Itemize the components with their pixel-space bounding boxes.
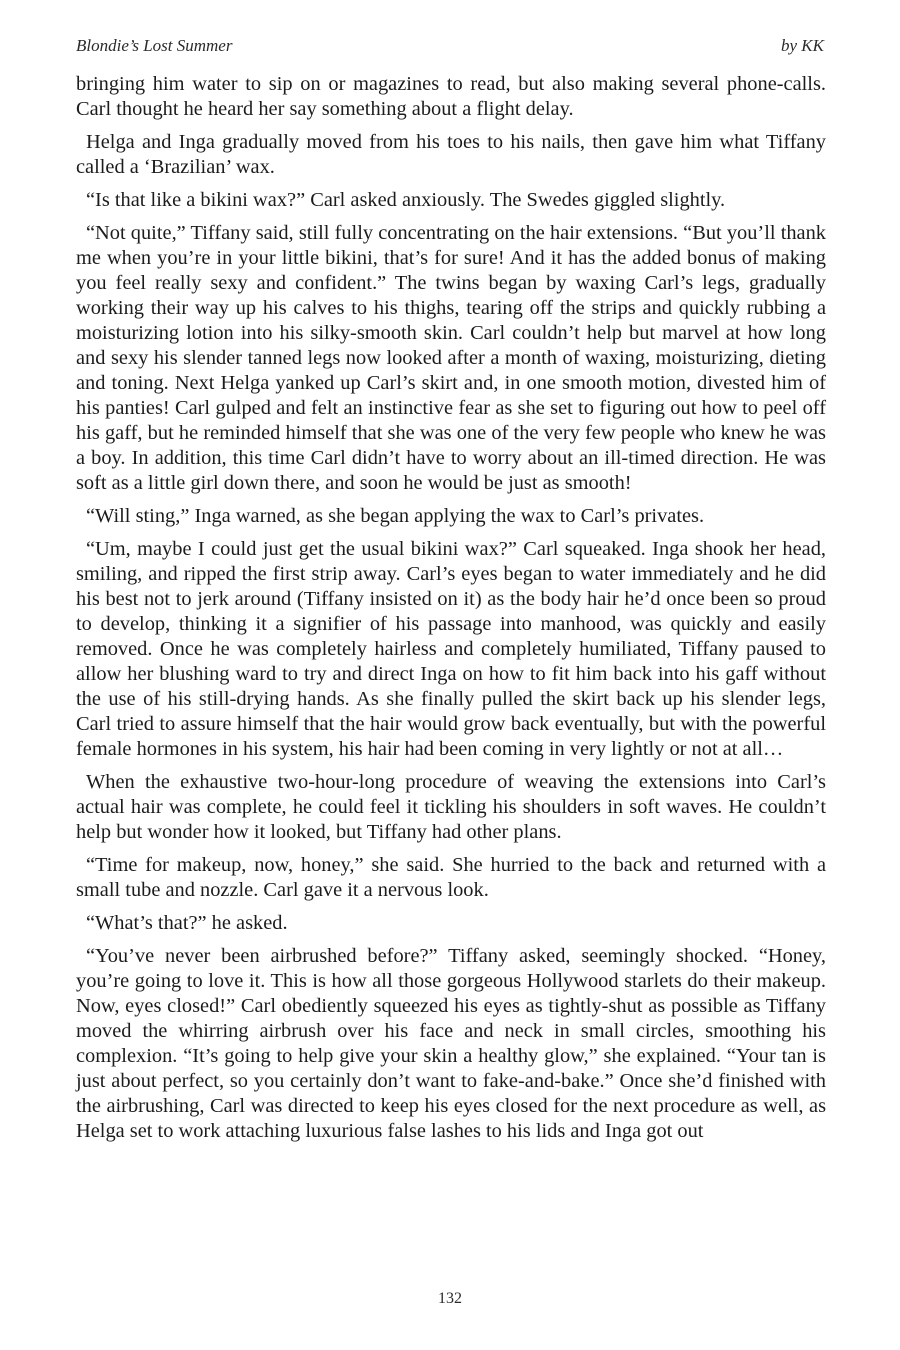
paragraph: “Will sting,” Inga warned, as she began applying the wax to Carl’s privates. [86,505,705,527]
body-text [76,72,826,1152]
running-head [76,36,824,60]
paragraph: “Not quite,” Tiffany said, still fully concentrating on the hair extensions. “But you’ll thank me when you’re in your little bikini, that’s for sure! And it has the added bonus of making you feel really sexy and confident.” The twins began by waxing Carl’s legs, gradually working their way up his calves to his thighs, tearing off the strips and quickly rubbing a moisturizing lotion into his silky-smooth skin. Carl couldn’t help but marvel at how long and sexy his slender tanned legs now looked after a month of waxing, moisturizing, dieting and toning. Next Helga yanked up Carl’s skirt and, in one smooth motion, divested him of his panties! Carl gulped and felt an instinctive fear as she set to figuring out how to peel off his gaff, but he reminded himself that she was one of the very few people who knew he was a boy. In addition, this time Carl didn’t have to worry about an ill-timed direction. He was soft as a little girl down there, and soon he would be just as smooth! [76,222,826,494]
paragraph: bringing him water to sip on or magazines to read, but also making several phone-calls. Carl thought he heard her say something about a flight delay. [76,73,826,120]
paragraph: “Is that like a bikini wax?” Carl asked anxiously. The Swedes giggled slightly. [86,189,726,211]
paragraph: “Time for makeup, now, honey,” she said. She hurried to the back and returned with a small tube and nozzle. Carl gave it a nervous look. [76,854,826,901]
paragraph: “What’s that?” he asked. [86,912,288,934]
page-number: 132 [438,1290,462,1307]
author-credit: by KK [781,36,824,55]
paragraph: Helga and Inga gradually moved from his toes to his nails, then gave him what Tiffany called a ‘Brazilian’ wax. [76,131,826,178]
paragraph: When the exhaustive two-hour-long procedure of weaving the extensions into Carl’s actual hair was complete, he could feel it tickling his shoulders in soft waves. He couldn’t help but wonder how it looked, but Tiffany had other plans. [76,771,826,843]
book-title: Blondie’s Lost Summer [76,36,233,55]
paragraph: “Um, maybe I could just get the usual bikini wax?” Carl squeaked. Inga shook her head, smiling, and ripped the first strip away. Carl’s eyes began to water immediately and he did his best not to jerk around (Tiffany insisted on it) as the body hair he’d once been so proud to develop, thinking it a signifier of his passage into manhood, was quickly and easily removed. Once he was completely hairless and completely humiliated, Tiffany paused to allow her blushing ward to try and direct Inga on how to fit him back into his gaff without the use of his still-drying hands. As she finally pulled the skirt back up his slender legs, Carl tried to assure himself that the hair would grow back eventually, but with the powerful female hormones in his system, his hair had been coming in very lightly or not at all… [76,538,826,760]
paragraph: “You’ve never been airbrushed before?” Tiffany asked, seemingly shocked. “Honey, you’re going to love it. This is how all those gorgeous Hollywood starlets do their makeup. Now, eyes closed!” Carl obediently squeezed his eyes as tightly-shut as possible as Tiffany moved the whirring airbrush over his face and neck in small circles, smoothing his complexion. “It’s going to help give your skin a healthy glow,” she explained. “Your tan is just about perfect, so you certainly don’t want to fake-and-bake.” Once she’d finished with the airbrushing, Carl was directed to keep his eyes closed for the next procedure as well, as Helga set to work attaching luxurious false lashes to his lids and Inga got out [76,945,826,1142]
